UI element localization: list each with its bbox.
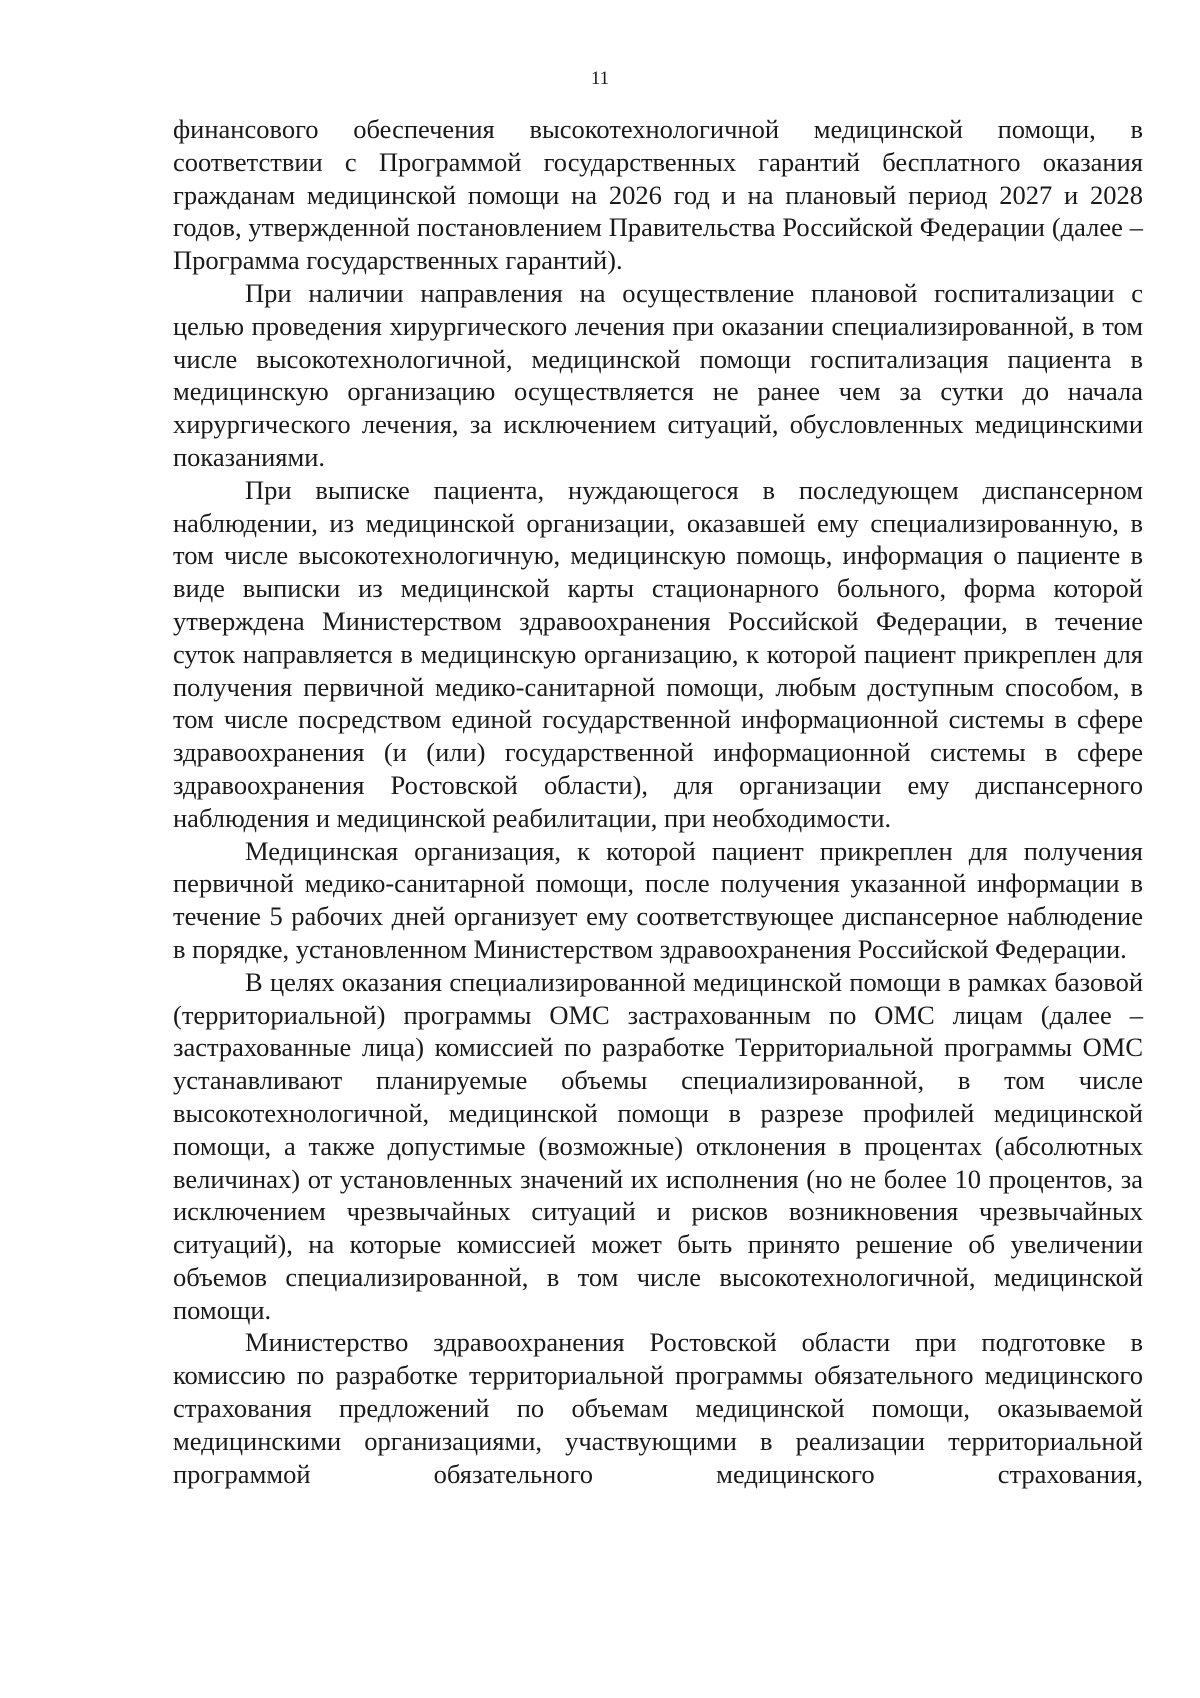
- paragraph-4: Медицинская организация, к которой пациент прикреплен для получения первичной медико-санитарной помощи, после получения указанной информации в течение 5 рабочих дней организует ему соответствующее диспансерное наблюдение в порядке, установленном Министерством здравоохранения Российской Федерации.: [173, 835, 1143, 964]
- paragraph-6: Министерство здравоохранения Ростовской области при подготовке в комиссию по разработке территориальной программы обязательного медицинского страхования предложений по объемам медицинской помощи, оказываемой медицинскими организациями, участвующими в реализации территориальной программой обязательного медицинского страхования,: [173, 1327, 1143, 1489]
- document-body: [173, 113, 1143, 1490]
- paragraph-5: В целях оказания специализированной медицинской помощи в рамках базовой (территориальной) программы ОМС застрахованным по ОМС лицам (далее – застрахованные лица) комиссией по разработке Территориальной программы ОМС устанавливают планируемые объемы специализированной, в том числе высокотехнологичной, медицинской помощи в разрезе профилей медицинской помощи, а также допустимые (возможные) отклонения в процентах (абсолютных величинах) от установленных значений их исполнения (но не более 10 процентов, за исключением чрезвычайных ситуаций и рисков возникновения чрезвычайных ситуаций), на которые комиссией может быть принято решение об увеличении объемов специализированной, в том числе высокотехнологичной, медицинской помощи.: [173, 966, 1143, 1325]
- paragraph-2: При наличии направления на осуществление плановой госпитализации с целью проведения хирургического лечения при оказании специализированной, в том числе высокотехнологичной, медицинской помощи госпитализация пациента в медицинскую организацию осуществляется не ранее чем за сутки до начала хирургического лечения, за исключением ситуаций, обусловленных медицинскими показаниями.: [173, 277, 1143, 472]
- page-number: 11: [590, 68, 610, 89]
- paragraph-1: финансового обеспечения высокотехнологичной медицинской помощи, в соответствии с Программой государственных гарантий бесплатного оказания гражданам медицинской помощи на 2026 год и на плановый период 2027 и 2028 годов, утвержденной постановлением Правительства Российской Федерации (далее – Программа государственных гарантий).: [173, 114, 1143, 276]
- paragraph-3: При выписке пациента, нуждающегося в последующем диспансерном наблюдении, из медицинской организации, оказавшей ему специализированную, в том числе высокотехнологичную, медицинскую помощь, информация о пациенте в виде выписки из медицинской карты стационарного больного, форма которой утверждена Министерством здравоохранения Российской Федерации, в течение суток направляется в медицинскую организацию, к которой пациент прикреплен для получения первичной медико-санитарной помощи, любым доступным способом, в том числе посредством единой государственной информационной системы в сфере здравоохранения (и (или) государственной информационной системы в сфере здравоохранения Ростовской области), для организации ему диспансерного наблюдения и медицинской реабилитации, при необходимости.: [173, 474, 1143, 833]
